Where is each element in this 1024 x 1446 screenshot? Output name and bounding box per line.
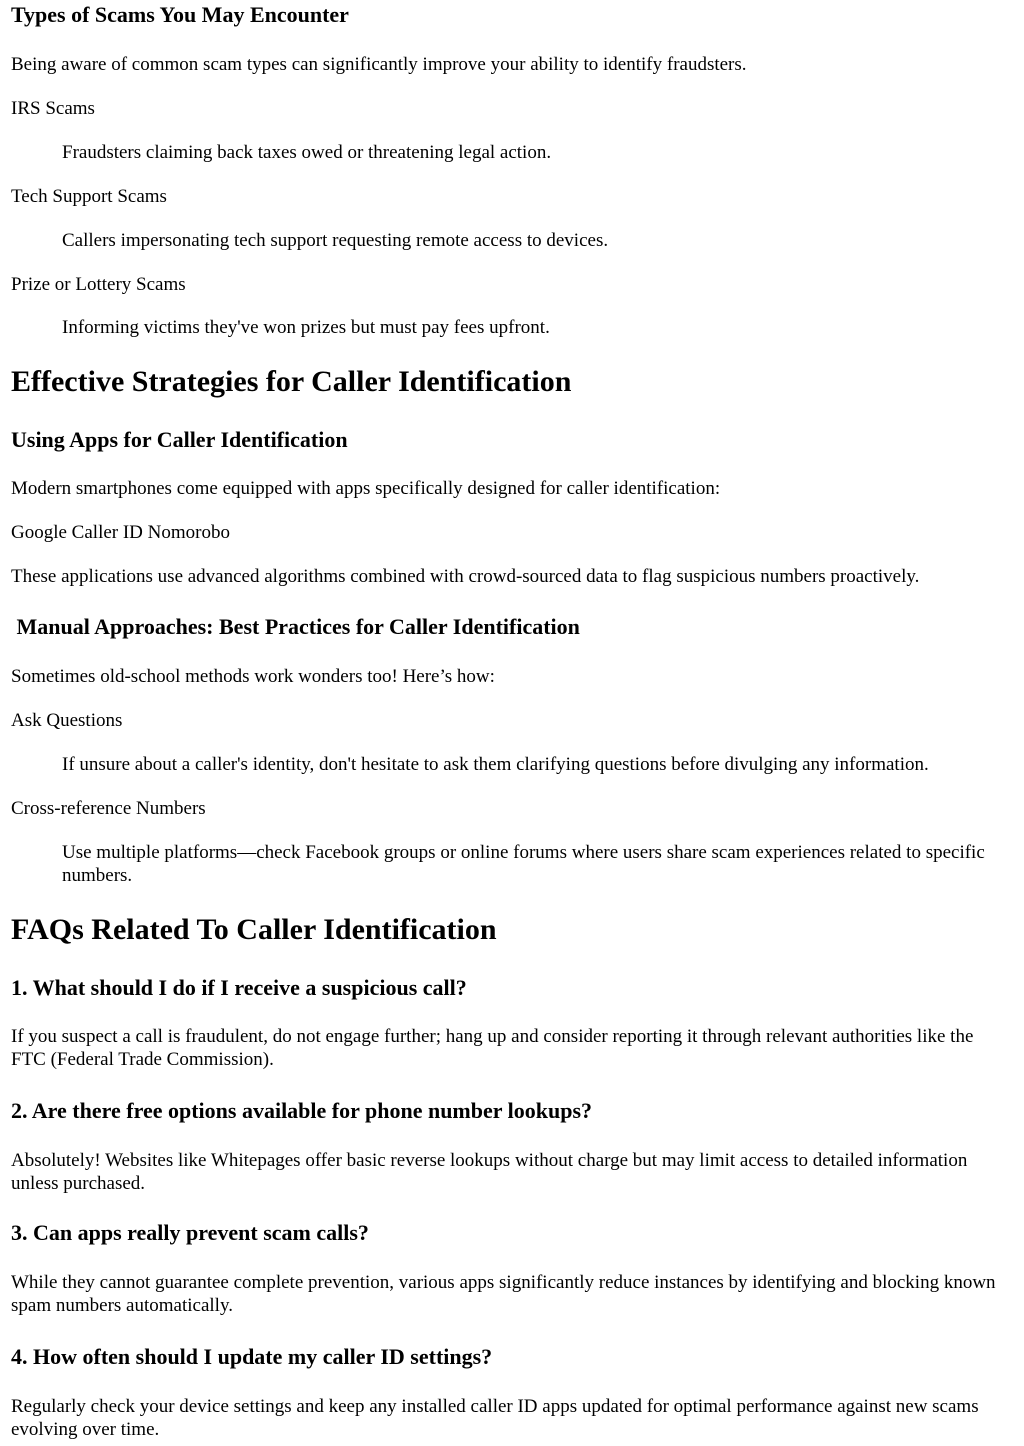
apps-intro: Modern smartphones come equipped with apps specifically designed for caller identification: (11, 478, 721, 499)
faq-question: 3. Can apps really prevent scam calls? (11, 1220, 369, 1245)
faq-question: 2. Are there free options available for phone number lookups? (11, 1098, 593, 1123)
manual-intro: Sometimes old-school methods work wonders too! Here’s how: (11, 666, 495, 687)
manual-term-ask-questions: Ask Questions (11, 710, 123, 731)
manual-desc-ask-questions: If unsure about a caller's identity, don't hesitate to ask them clarifying questions before divulging any information. (62, 754, 929, 775)
apps-heading: Using Apps for Caller Identification (11, 427, 348, 452)
faqs-heading: FAQs Related To Caller Identification (11, 913, 497, 946)
faq-answer: Absolutely! Websites like Whitepages offer basic reverse lookups without charge but may limit access to detailed information unless purchased. (11, 1150, 968, 1194)
strategies-heading: Effective Strategies for Caller Identification (11, 365, 572, 398)
apps-list: Google Caller ID Nomorobo (11, 522, 230, 543)
manual-term-cross-reference: Cross-reference Numbers (11, 798, 206, 819)
manual-desc-cross-reference: Use multiple platforms—check Facebook groups or online forums where users share scam experiences related to specific numbers. (62, 842, 985, 886)
scam-term-tech-support: Tech Support Scams (11, 186, 167, 207)
faq-answer: If you suspect a call is fraudulent, do not engage further; hang up and consider reporting it through relevant authorities like the FTC (Federal Trade Commission). (11, 1026, 974, 1070)
scam-desc-prize-lottery: Informing victims they've won prizes but must pay fees upfront. (62, 317, 550, 338)
scam-desc-tech-support: Callers impersonating tech support requesting remote access to devices. (62, 230, 609, 251)
scam-desc-irs: Fraudsters claiming back taxes owed or threatening legal action. (62, 142, 552, 163)
faq-answer: Regularly check your device settings and keep any installed caller ID apps updated for optimal performance against new scams evolving over time. (11, 1396, 979, 1440)
scam-types-intro: Being aware of common scam types can significantly improve your ability to identify fraudsters. (11, 54, 747, 75)
apps-outro: These applications use advanced algorithms combined with crowd-sourced data to flag suspicious numbers proactively. (11, 566, 920, 587)
faq-question: 4. How often should I update my caller ID settings? (11, 1344, 493, 1369)
scam-term-irs: IRS Scams (11, 98, 95, 119)
faq-answer: While they cannot guarantee complete prevention, various apps significantly reduce instances by identifying and blocking known spam numbers automatically. (11, 1272, 996, 1316)
manual-heading: Manual Approaches: Best Practices for Caller Identification (11, 614, 580, 639)
faq-question: 1. What should I do if I receive a suspicious call? (11, 975, 467, 1000)
scam-term-prize-lottery: Prize or Lottery Scams (11, 274, 186, 295)
scam-types-heading: Types of Scams You May Encounter (11, 2, 349, 27)
